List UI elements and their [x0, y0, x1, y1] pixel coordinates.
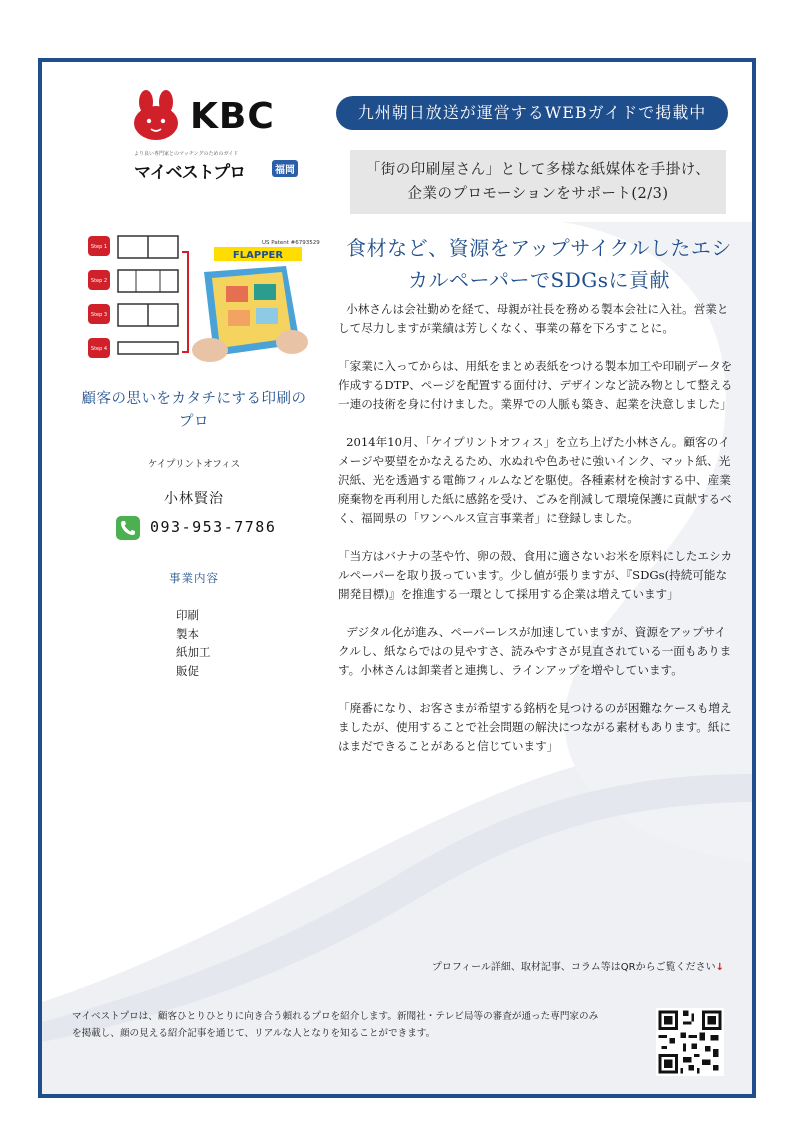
qr-note-text: プロフィール詳細、取材記事、コラム等はQRからご覧ください [431, 962, 716, 973]
kbc-logo-text: KBC [190, 96, 275, 137]
business-item: 印刷 [176, 608, 199, 622]
guide-name: マイベストプロ [134, 163, 246, 183]
mybest-pro-logo [134, 150, 304, 190]
qr-code[interactable] [656, 1008, 724, 1076]
business-item: 販促 [176, 663, 199, 678]
step-2-label: Step 2 [90, 278, 108, 284]
article-paragraph: デジタル化が進み、ペーパーレスが加速していますが、資源をアップサイクルし、紙ならではの見やすさ、読みやすさが見直されている一面もあります。小林さんは卸業者と連携し、ラインアップを増やしています。 [338, 625, 732, 677]
business-item: 製本 [176, 626, 199, 641]
step-1-label: Step 1 [90, 244, 108, 250]
company-name: ケイプリントオフィス [147, 459, 241, 470]
business-title: 事業内容 [169, 571, 219, 585]
business-list [176, 606, 296, 680]
article-subtitle: 「街の印刷屋さん」として多様な紙媒体を手掛け、企業のプロモーションをサポート(2/3) [350, 150, 726, 214]
step-4-label: Step 4 [90, 346, 108, 352]
article-paragraph: 小林さんは会社勤めを経て、母親が社長を務める製本会社に入社。営業として尽力しますが業績は芳しくなく、事業の幕を下ろすことに。 [338, 302, 729, 335]
guide-tagline: より良い専門家とのマッチングのためのガイド [134, 151, 239, 157]
kbc-logo [132, 90, 302, 146]
qr-note [368, 958, 724, 973]
article-quote: 「廃番になり、お客さまが希望する銘柄を見つけるのが困難なケースも増えましたが、使用することで社会問題の解決につながる素材もあります。紙にはまだできることがあると信じています」 [338, 701, 732, 753]
business-item: 紙加工 [176, 645, 211, 659]
phone-contact[interactable] [116, 514, 316, 544]
article-quote: 「当方はバナナの茎や竹、卵の殻、食用に適さないお米を原料にしたエシカルペーパーを取り扱っています。少し値が張りますが、『SDGs(持続可能な開発目標)』を推進する一環として採用する企業は増えています」 [338, 549, 733, 601]
phone-icon [116, 516, 140, 540]
article-headline: 食材など、資源をアップサイクルしたエシカルペーパーでSDGsに貢献 [346, 236, 732, 292]
guide-city-badge: 福岡 [272, 160, 298, 177]
page-frame [38, 58, 756, 1098]
patent-text: US Patent #6793529 [262, 240, 320, 246]
footer-description: マイベストプロは、顧客ひとりひとりに向き合う頼れるプロを紹介します。新聞社・テレビ局等の審査が通った専門家のみを掲載し、顔の見える紹介記事を通じて、リアルな人となりを知ることができます。 [72, 1011, 599, 1039]
step-3-label: Step 3 [90, 312, 108, 318]
arrow-down-icon: ↓ [715, 962, 724, 973]
phone-number: 093-953-7786 [150, 518, 277, 536]
catchphrase: 顧客の思いをカタチにする印刷のプロ [81, 391, 307, 430]
article-quote: 「家業に入ってからは、用紙をまとめ表紙をつける製本加工や印刷データを作成するDTP、ページを配置する面付け、デザインなど読み物として整える一連の技術を身に付けました。業界での人脈も築き、起業を決意しました」 [338, 359, 733, 411]
person-name: 小林賢治 [164, 491, 224, 507]
article-body [338, 300, 736, 775]
product-image [86, 232, 320, 370]
product-name-text: FLAPPER [232, 250, 284, 261]
article-paragraph: 2014年10月、「ケイプリントオフィス」を立ち上げた小林さん。顧客のイメージや要望をかなえるため、水ぬれや色あせに強いインク、マット紙、光沢紙、光を透過する電飾フィルムなどを駆使。各種素材を検討する中、産業廃棄物を再利用した紙に感銘を受け、ごみを削減して環境保護に貢献するべく、福岡県の「ワンヘルス宣言事業者」に登録しました。 [338, 435, 732, 525]
kbc-rabbit-logo-icon [132, 90, 184, 142]
header-banner: 九州朝日放送が運営するWEBガイドで掲載中 [336, 96, 728, 130]
